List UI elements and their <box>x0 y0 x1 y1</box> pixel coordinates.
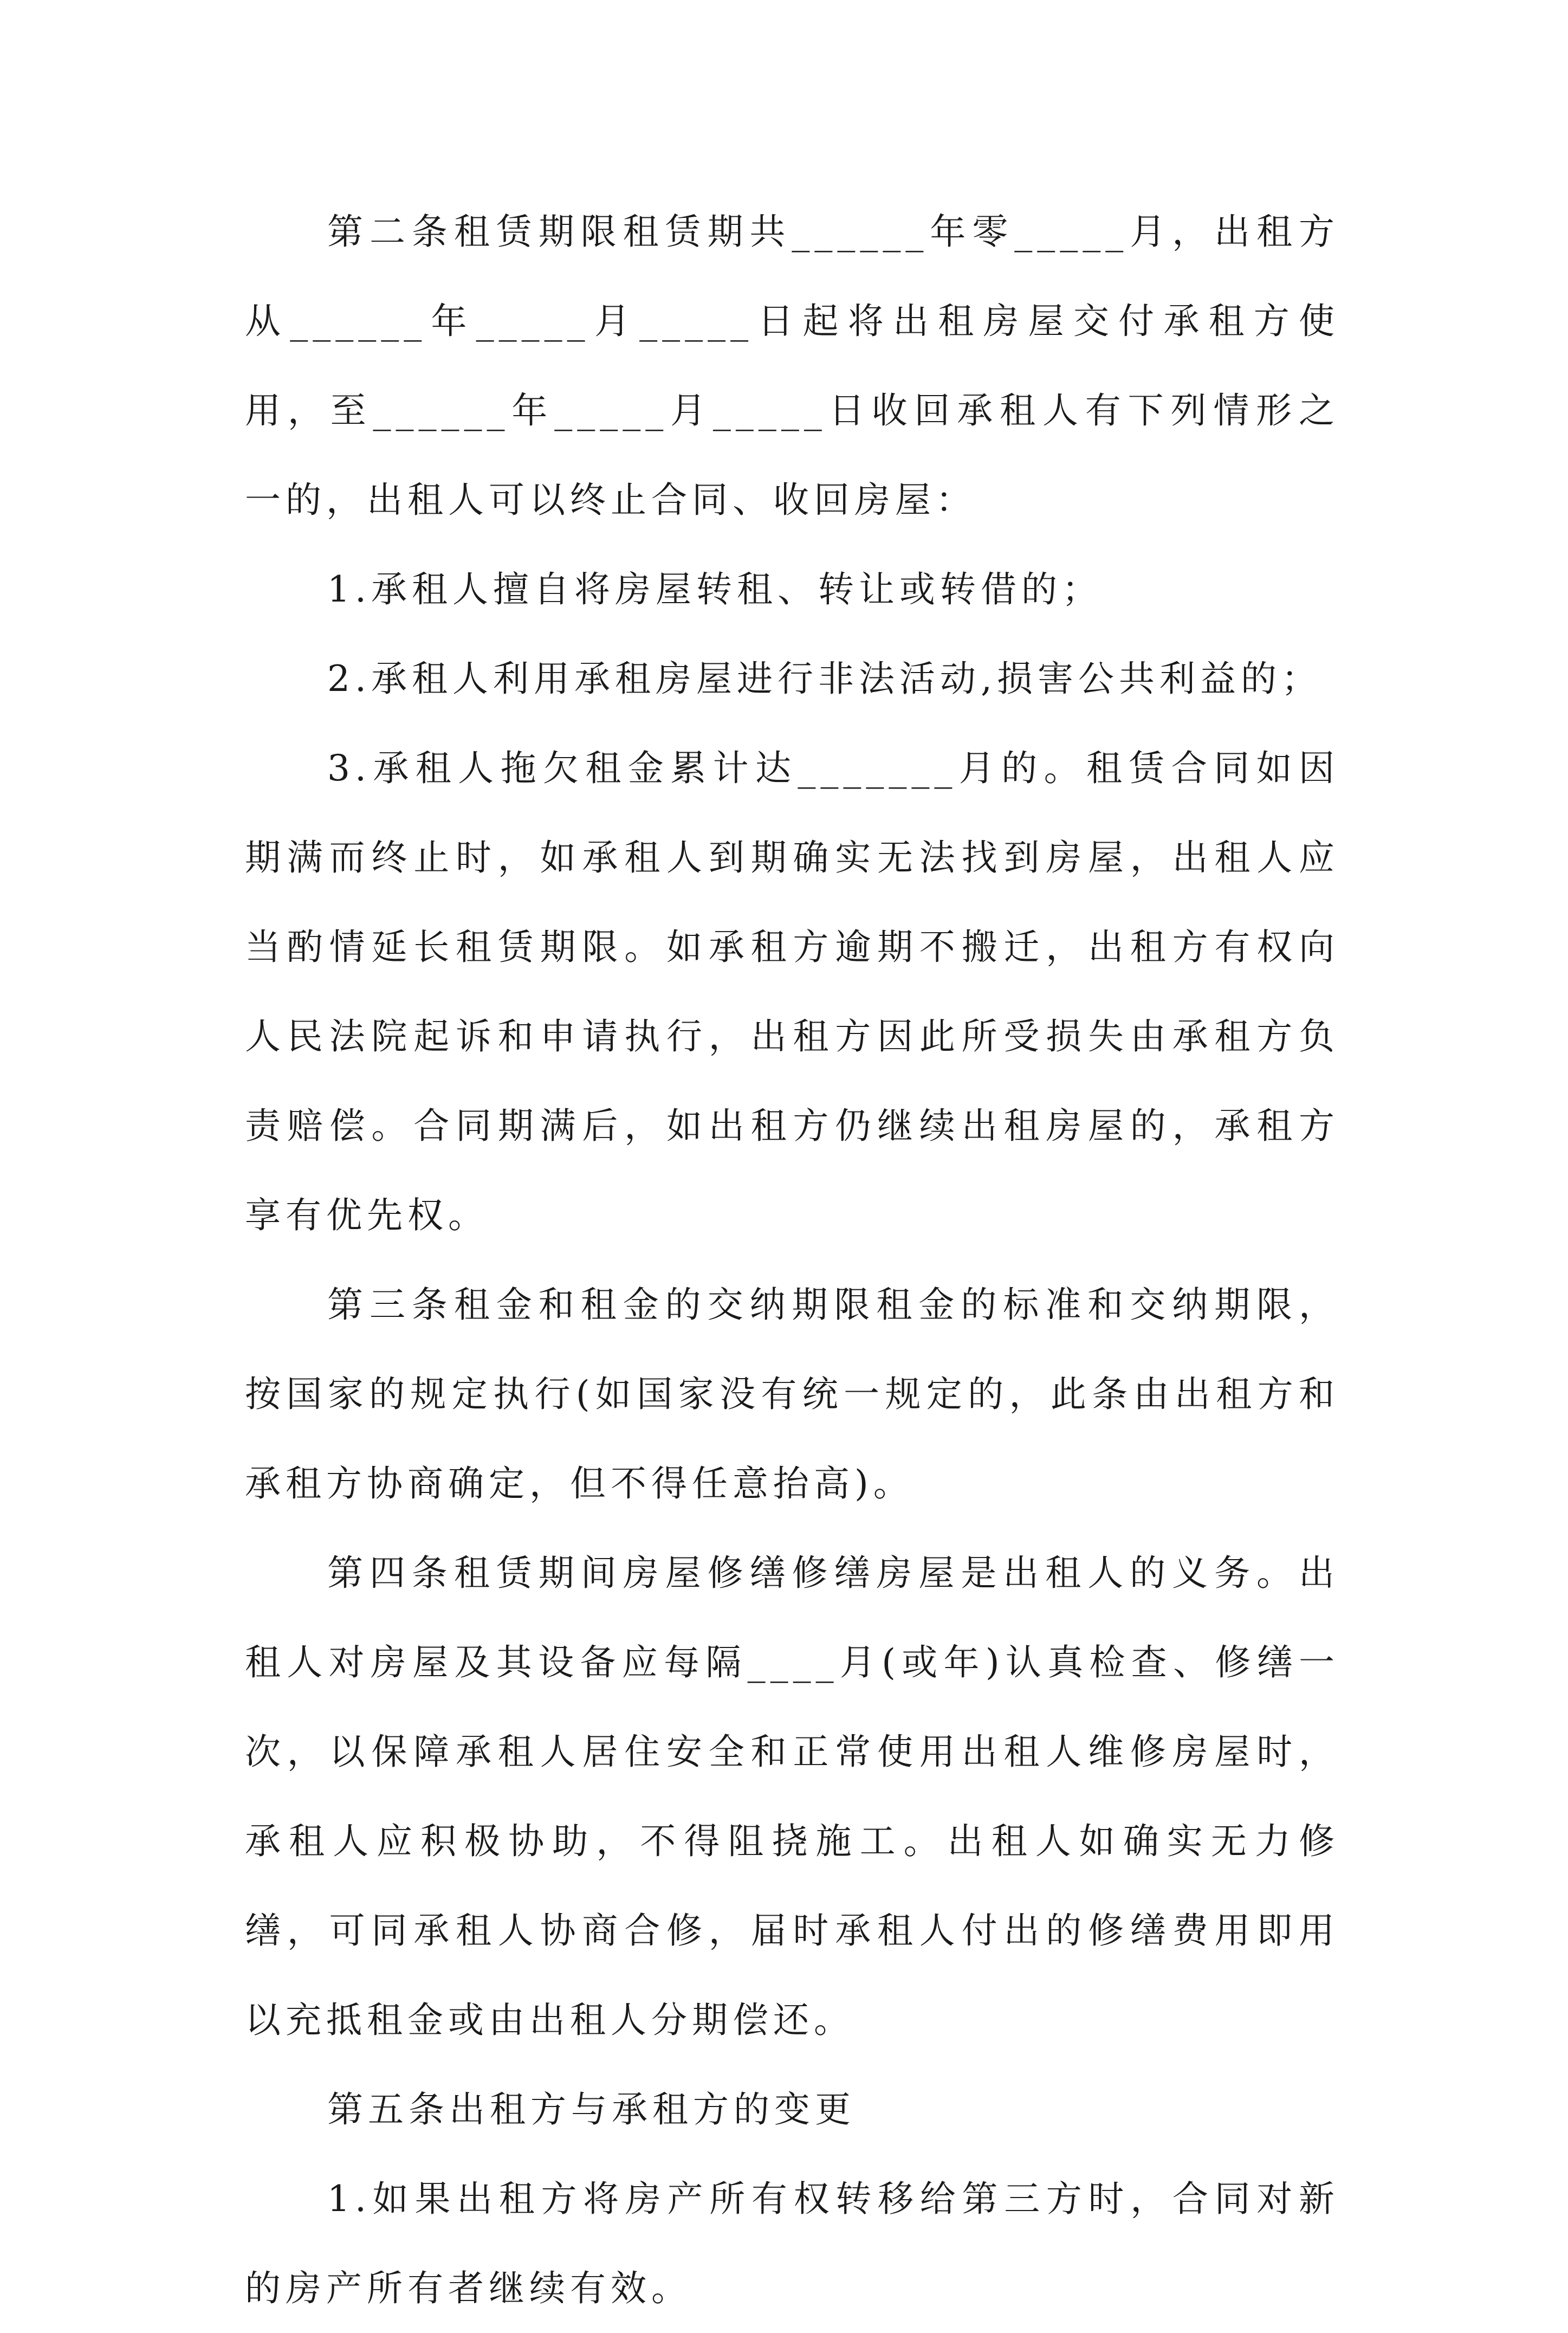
list-item-3-rent-arrears: 3.承租人拖欠租金累计达_______月的。租赁合同如因期满而终止时，如承租人到期确实无法找到房屋，出租人应当酌情延长租赁期限。如承租方逾期不搬迁，出租方有权向人民法院起诉和申请执行，出租方因此所受损失由承租方负责赔偿。合同期满后，如出租方仍继续出租房屋的，承租方享有优先权。 <box>245 747 1339 1236</box>
paragraph-article-2-lease-term: 第二条租赁期限租赁期共______年零_____月，出租方从______年_____月_____日起将出租房屋交付承租方使用，至______年_____月_____日收回承租人有下列情形之一的，出租人可以终止合同、收回房屋： <box>245 211 1339 521</box>
list-item-1-ownership-transfer: 1.如果出租方将房产所有权转移给第三方时，合同对新的房产所有者继续有效。 <box>245 2178 1339 2309</box>
paragraph-article-3-rent: 第三条租金和租金的交纳期限租金的标准和交纳期限，按国家的规定执行(如国家没有统一规定的，此条由出租方和承租方协商确定，但不得任意抬高)。 <box>245 1284 1339 1504</box>
list-item-1-sublet: 1.承租人擅自将房屋转租、转让或转借的； <box>327 568 1103 610</box>
heading-article-5-changes: 第五条出租方与承租方的变更 <box>327 2089 856 2130</box>
paragraph-article-4-repairs: 第四条租赁期间房屋修缮修缮房屋是出租人的义务。出租人对房屋及其设备应每隔____月(或年)认真检查、修缮一次，以保障承租人居住安全和正常使用出租人维修房屋时，承租人应积极协助，不得阻挠施工。出租人如确实无力修缮，可同承租人协商合修，届时承租人付出的修缮费用即用以充抵租金或由出租人分期偿还。 <box>245 1552 1339 2041</box>
list-item-2-illegal-activity: 2.承租人利用承租房屋进行非法活动,损害公共利益的； <box>327 658 1322 700</box>
document-body <box>245 187 1339 2333</box>
